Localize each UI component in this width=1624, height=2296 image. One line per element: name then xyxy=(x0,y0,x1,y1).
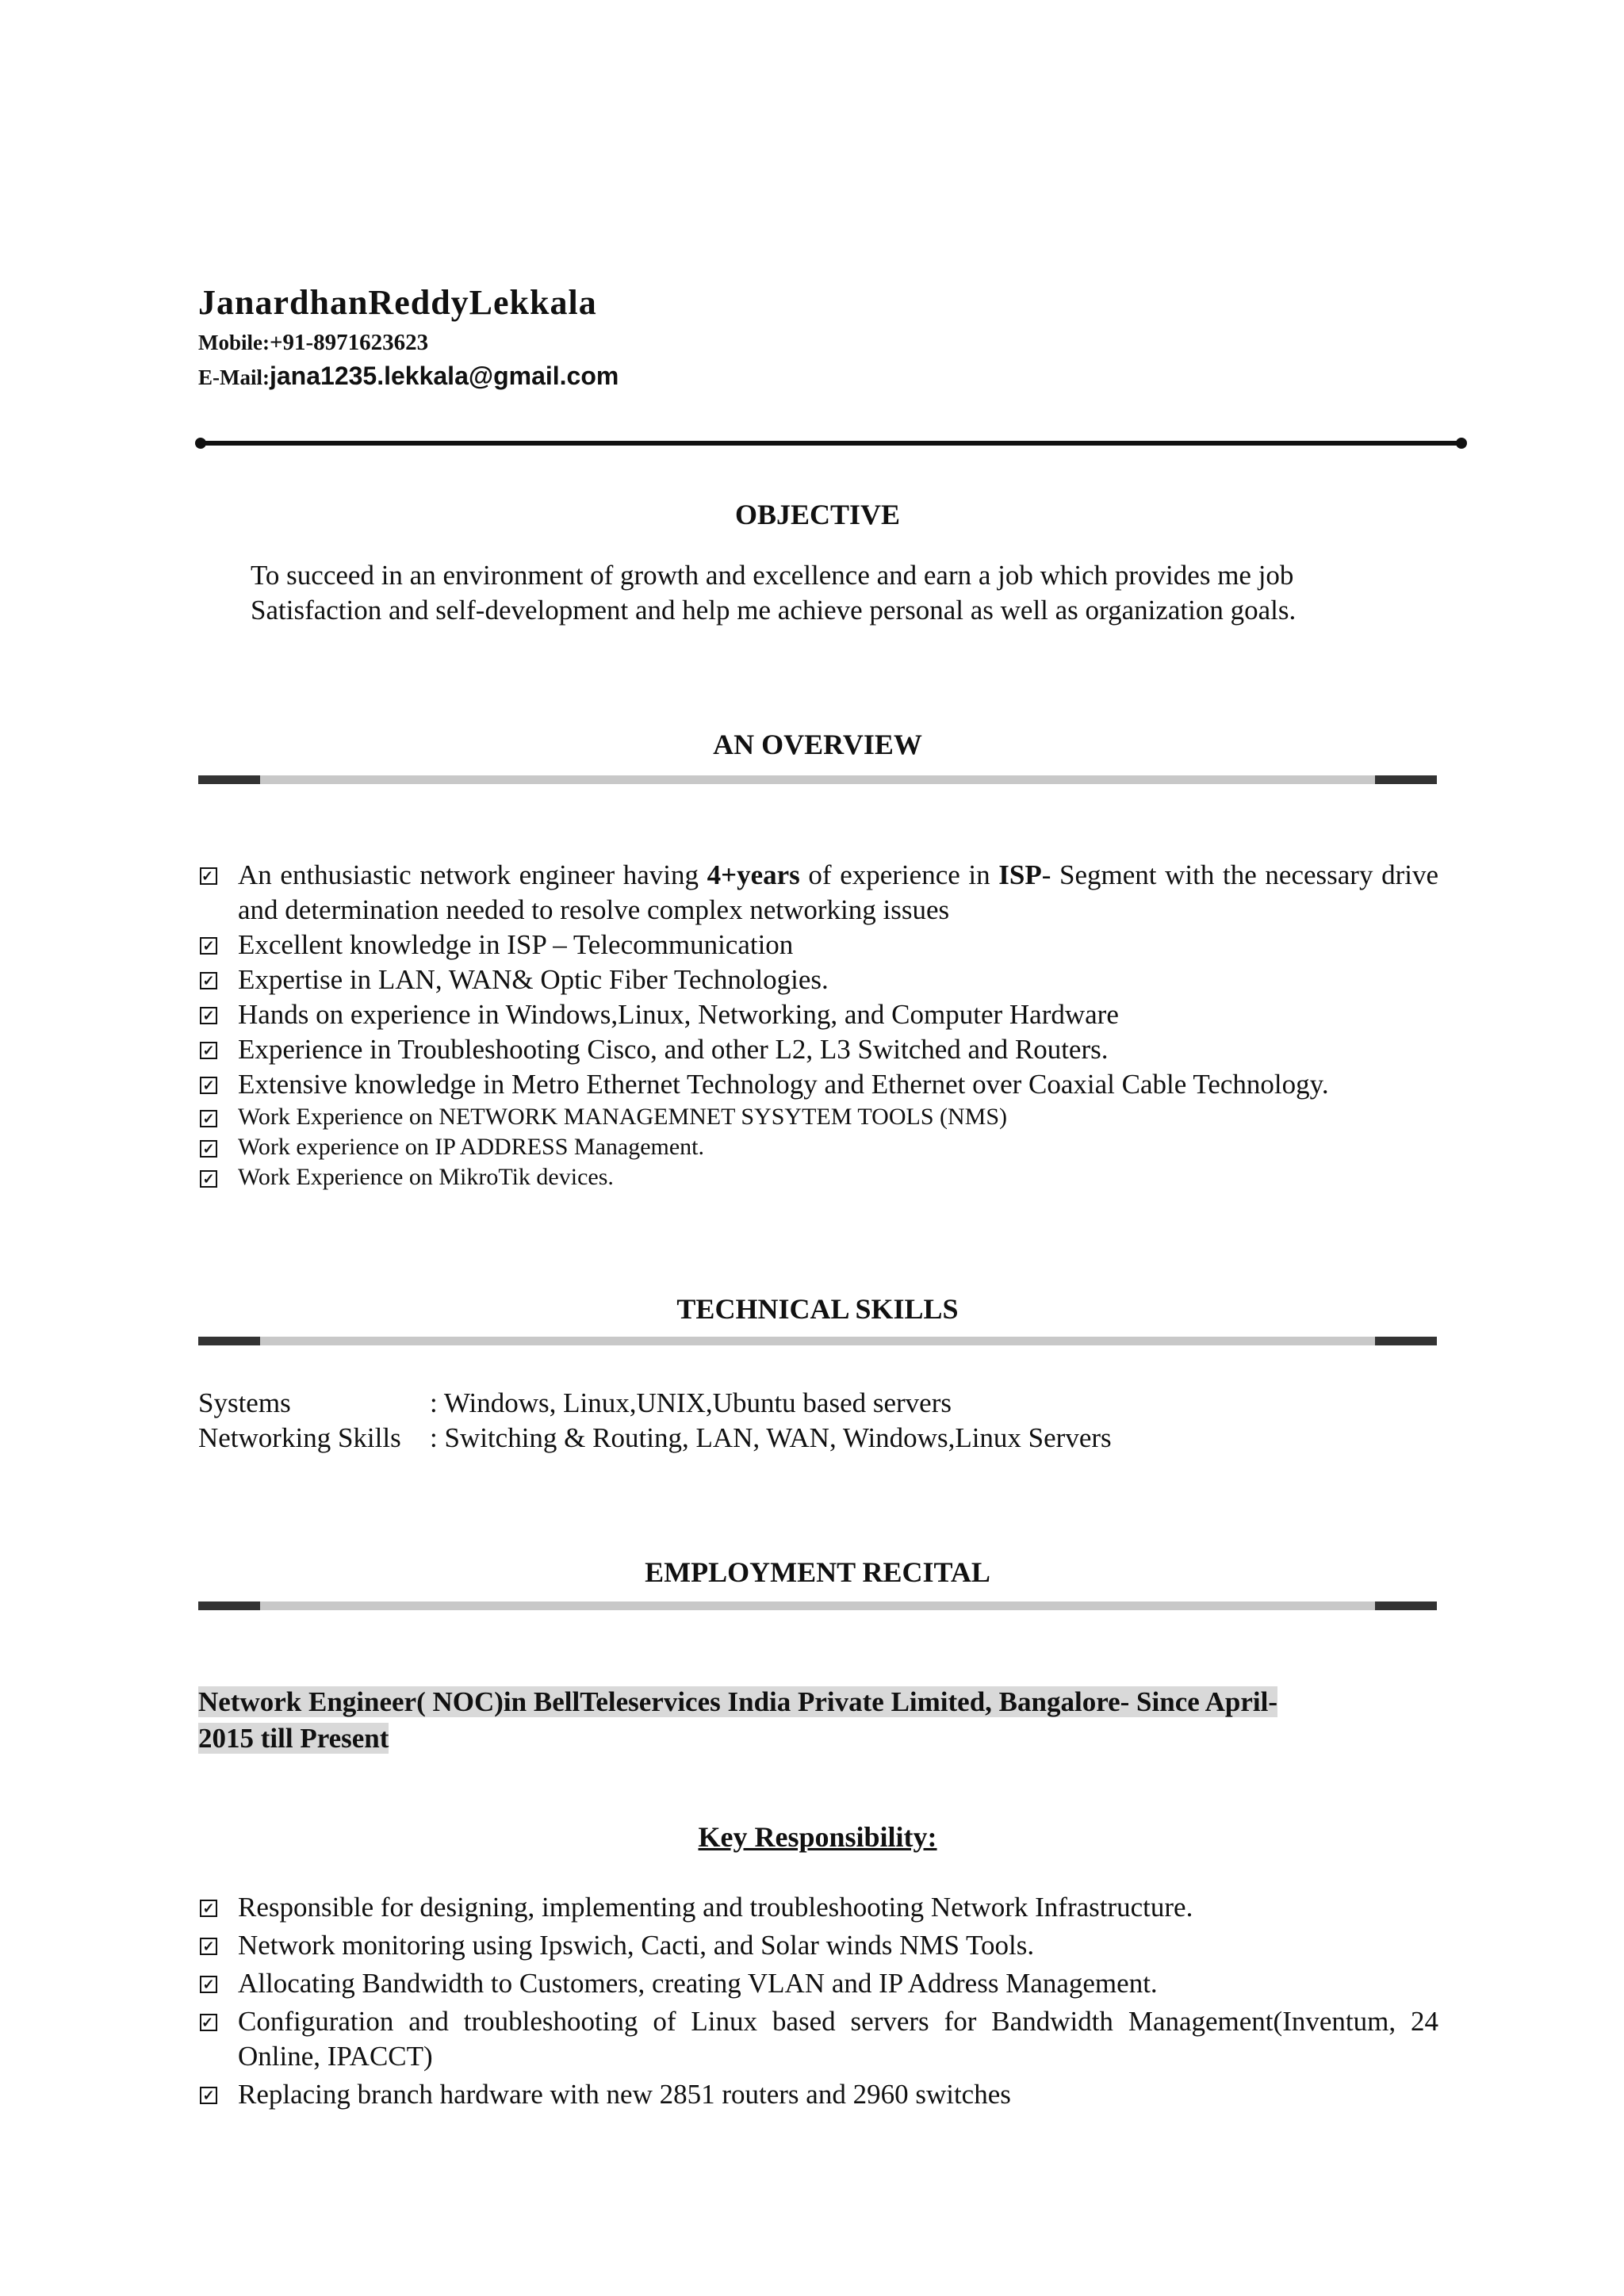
objective-line: Satisfaction and self-development and help me achieve personal as well as organization goals. xyxy=(251,595,1297,626)
list-item xyxy=(198,1966,1438,2001)
checkbox-icon: ✓ xyxy=(200,1938,217,1955)
skill-key: Networking Skills xyxy=(198,1422,401,1453)
item-text: Work Experience on NETWORK MANAGEMNET SYSYTEM TOOLS (NMS) xyxy=(238,1104,1008,1130)
skill-value: : Windows, Linux,UNIX,Ubuntu based servers xyxy=(430,1387,952,1418)
email-address: jana1235.lekkala@gmail.com xyxy=(269,362,619,390)
skill-value: : Switching & Routing, LAN, WAN, Windows,Linux Servers xyxy=(430,1422,1112,1453)
item-text: - Segment with the necessary drive and determination needed to resolve complex networking issues xyxy=(238,859,1438,925)
mobile-number: +91-8971623623 xyxy=(269,330,429,355)
checkbox-icon: ✓ xyxy=(200,1976,217,1993)
skills-row xyxy=(198,1386,1112,1421)
checkbox-icon: ✓ xyxy=(200,1140,217,1158)
checkbox-icon: ✓ xyxy=(200,867,217,885)
mobile-label: Mobile: xyxy=(198,331,270,354)
divider-dot-right xyxy=(1456,438,1467,449)
bar-end-left xyxy=(198,1601,260,1610)
list-item xyxy=(198,2004,1438,2074)
checkbox-icon: ✓ xyxy=(200,1042,217,1059)
job-title-line: 2015 till Present xyxy=(198,1723,389,1754)
list-item xyxy=(198,1032,1438,1067)
list-item xyxy=(198,997,1438,1032)
bar-end-right xyxy=(1375,1601,1437,1610)
bar-end-right xyxy=(1375,775,1437,784)
bar-end-left xyxy=(198,1337,260,1345)
list-item xyxy=(198,858,1438,928)
item-text: of experience in xyxy=(799,859,999,890)
list-item xyxy=(198,962,1438,997)
employment-section-bar xyxy=(198,1601,1437,1610)
skills-table xyxy=(198,1386,1112,1456)
employment-heading: EMPLOYMENT RECITAL xyxy=(645,1556,990,1588)
list-item xyxy=(198,1928,1438,1963)
bar-end-right xyxy=(1375,1337,1437,1345)
checkbox-icon: ✓ xyxy=(200,1077,217,1094)
item-text: Experience in Troubleshooting Cisco, and other L2, L3 Switched and Routers. xyxy=(238,1034,1109,1065)
divider-dot-left xyxy=(195,438,206,449)
bar-end-left xyxy=(198,775,260,784)
checkbox-icon: ✓ xyxy=(200,1170,217,1188)
header-divider xyxy=(198,441,1464,446)
responsibility-list xyxy=(198,1890,1438,2112)
overview-section-bar xyxy=(198,775,1437,784)
checkbox-icon: ✓ xyxy=(200,937,217,955)
email-label: E-Mail: xyxy=(198,365,270,389)
list-item xyxy=(198,928,1438,962)
checkbox-icon: ✓ xyxy=(200,2087,217,2104)
list-item xyxy=(198,1890,1438,1925)
skills-section-bar xyxy=(198,1337,1437,1345)
objective-line: To succeed in an environment of growth and excellence and earn a job which provides me job xyxy=(251,560,1294,591)
item-text: Work Experience on MikroTik devices. xyxy=(238,1164,614,1190)
checkbox-icon: ✓ xyxy=(200,1110,217,1127)
item-text: Expertise in LAN, WAN& Optic Fiber Technologies. xyxy=(238,964,829,995)
item-text: Responsible for designing, implementing and troubleshooting Network Infrastructure. xyxy=(238,1892,1193,1923)
mobile-line xyxy=(198,330,428,356)
list-item xyxy=(198,1162,1438,1192)
item-text: Network monitoring using Ipswich, Cacti, and Solar winds NMS Tools. xyxy=(238,1930,1035,1961)
isp-highlight: ISP xyxy=(998,859,1042,890)
skill-key: Systems xyxy=(198,1387,291,1418)
checkbox-icon: ✓ xyxy=(200,1007,217,1024)
item-text: Configuration and troubleshooting of Linux based servers for Bandwidth Management(Inventum, 24 Online, IPACCT) xyxy=(238,2006,1438,2072)
item-text: Hands on experience in Windows,Linux, Networking, and Computer Hardware xyxy=(238,999,1119,1030)
objective-heading: OBJECTIVE xyxy=(734,499,901,530)
checkbox-icon: ✓ xyxy=(200,2014,217,2031)
item-text: An enthusiastic network engineer having xyxy=(238,859,707,890)
years-highlight: 4+years xyxy=(707,859,800,890)
item-text: Excellent knowledge in ISP – Telecommunication xyxy=(238,929,794,960)
email-line xyxy=(198,362,619,391)
technical-skills-heading: TECHNICAL SKILLS xyxy=(676,1293,959,1325)
job-title-line: Network Engineer( NOC)in BellTeleservices India Private Limited, Bangalore- Since April- xyxy=(198,1686,1277,1717)
skills-row xyxy=(198,1421,1112,1456)
checkbox-icon: ✓ xyxy=(200,1900,217,1917)
list-item xyxy=(198,1132,1438,1162)
item-text: Work experience on IP ADDRESS Management. xyxy=(238,1134,705,1160)
item-text: Replacing branch hardware with new 2851 routers and 2960 switches xyxy=(238,2079,1011,2110)
job-title xyxy=(198,1684,1277,1757)
objective-text xyxy=(251,558,1456,628)
item-text: Allocating Bandwidth to Customers, creating VLAN and IP Address Management. xyxy=(238,1968,1158,1999)
checkbox-icon: ✓ xyxy=(200,972,217,989)
key-responsibility-heading: Key Responsibility: xyxy=(698,1821,937,1853)
overview-heading: AN OVERVIEW xyxy=(713,729,922,760)
overview-list xyxy=(198,858,1438,1192)
list-item xyxy=(198,2077,1438,2112)
list-item xyxy=(198,1067,1438,1102)
item-text: Extensive knowledge in Metro Ethernet Technology and Ethernet over Coaxial Cable Technology. xyxy=(238,1069,1329,1100)
list-item xyxy=(198,1102,1438,1132)
candidate-name: JanardhanReddyLekkala xyxy=(198,283,597,322)
